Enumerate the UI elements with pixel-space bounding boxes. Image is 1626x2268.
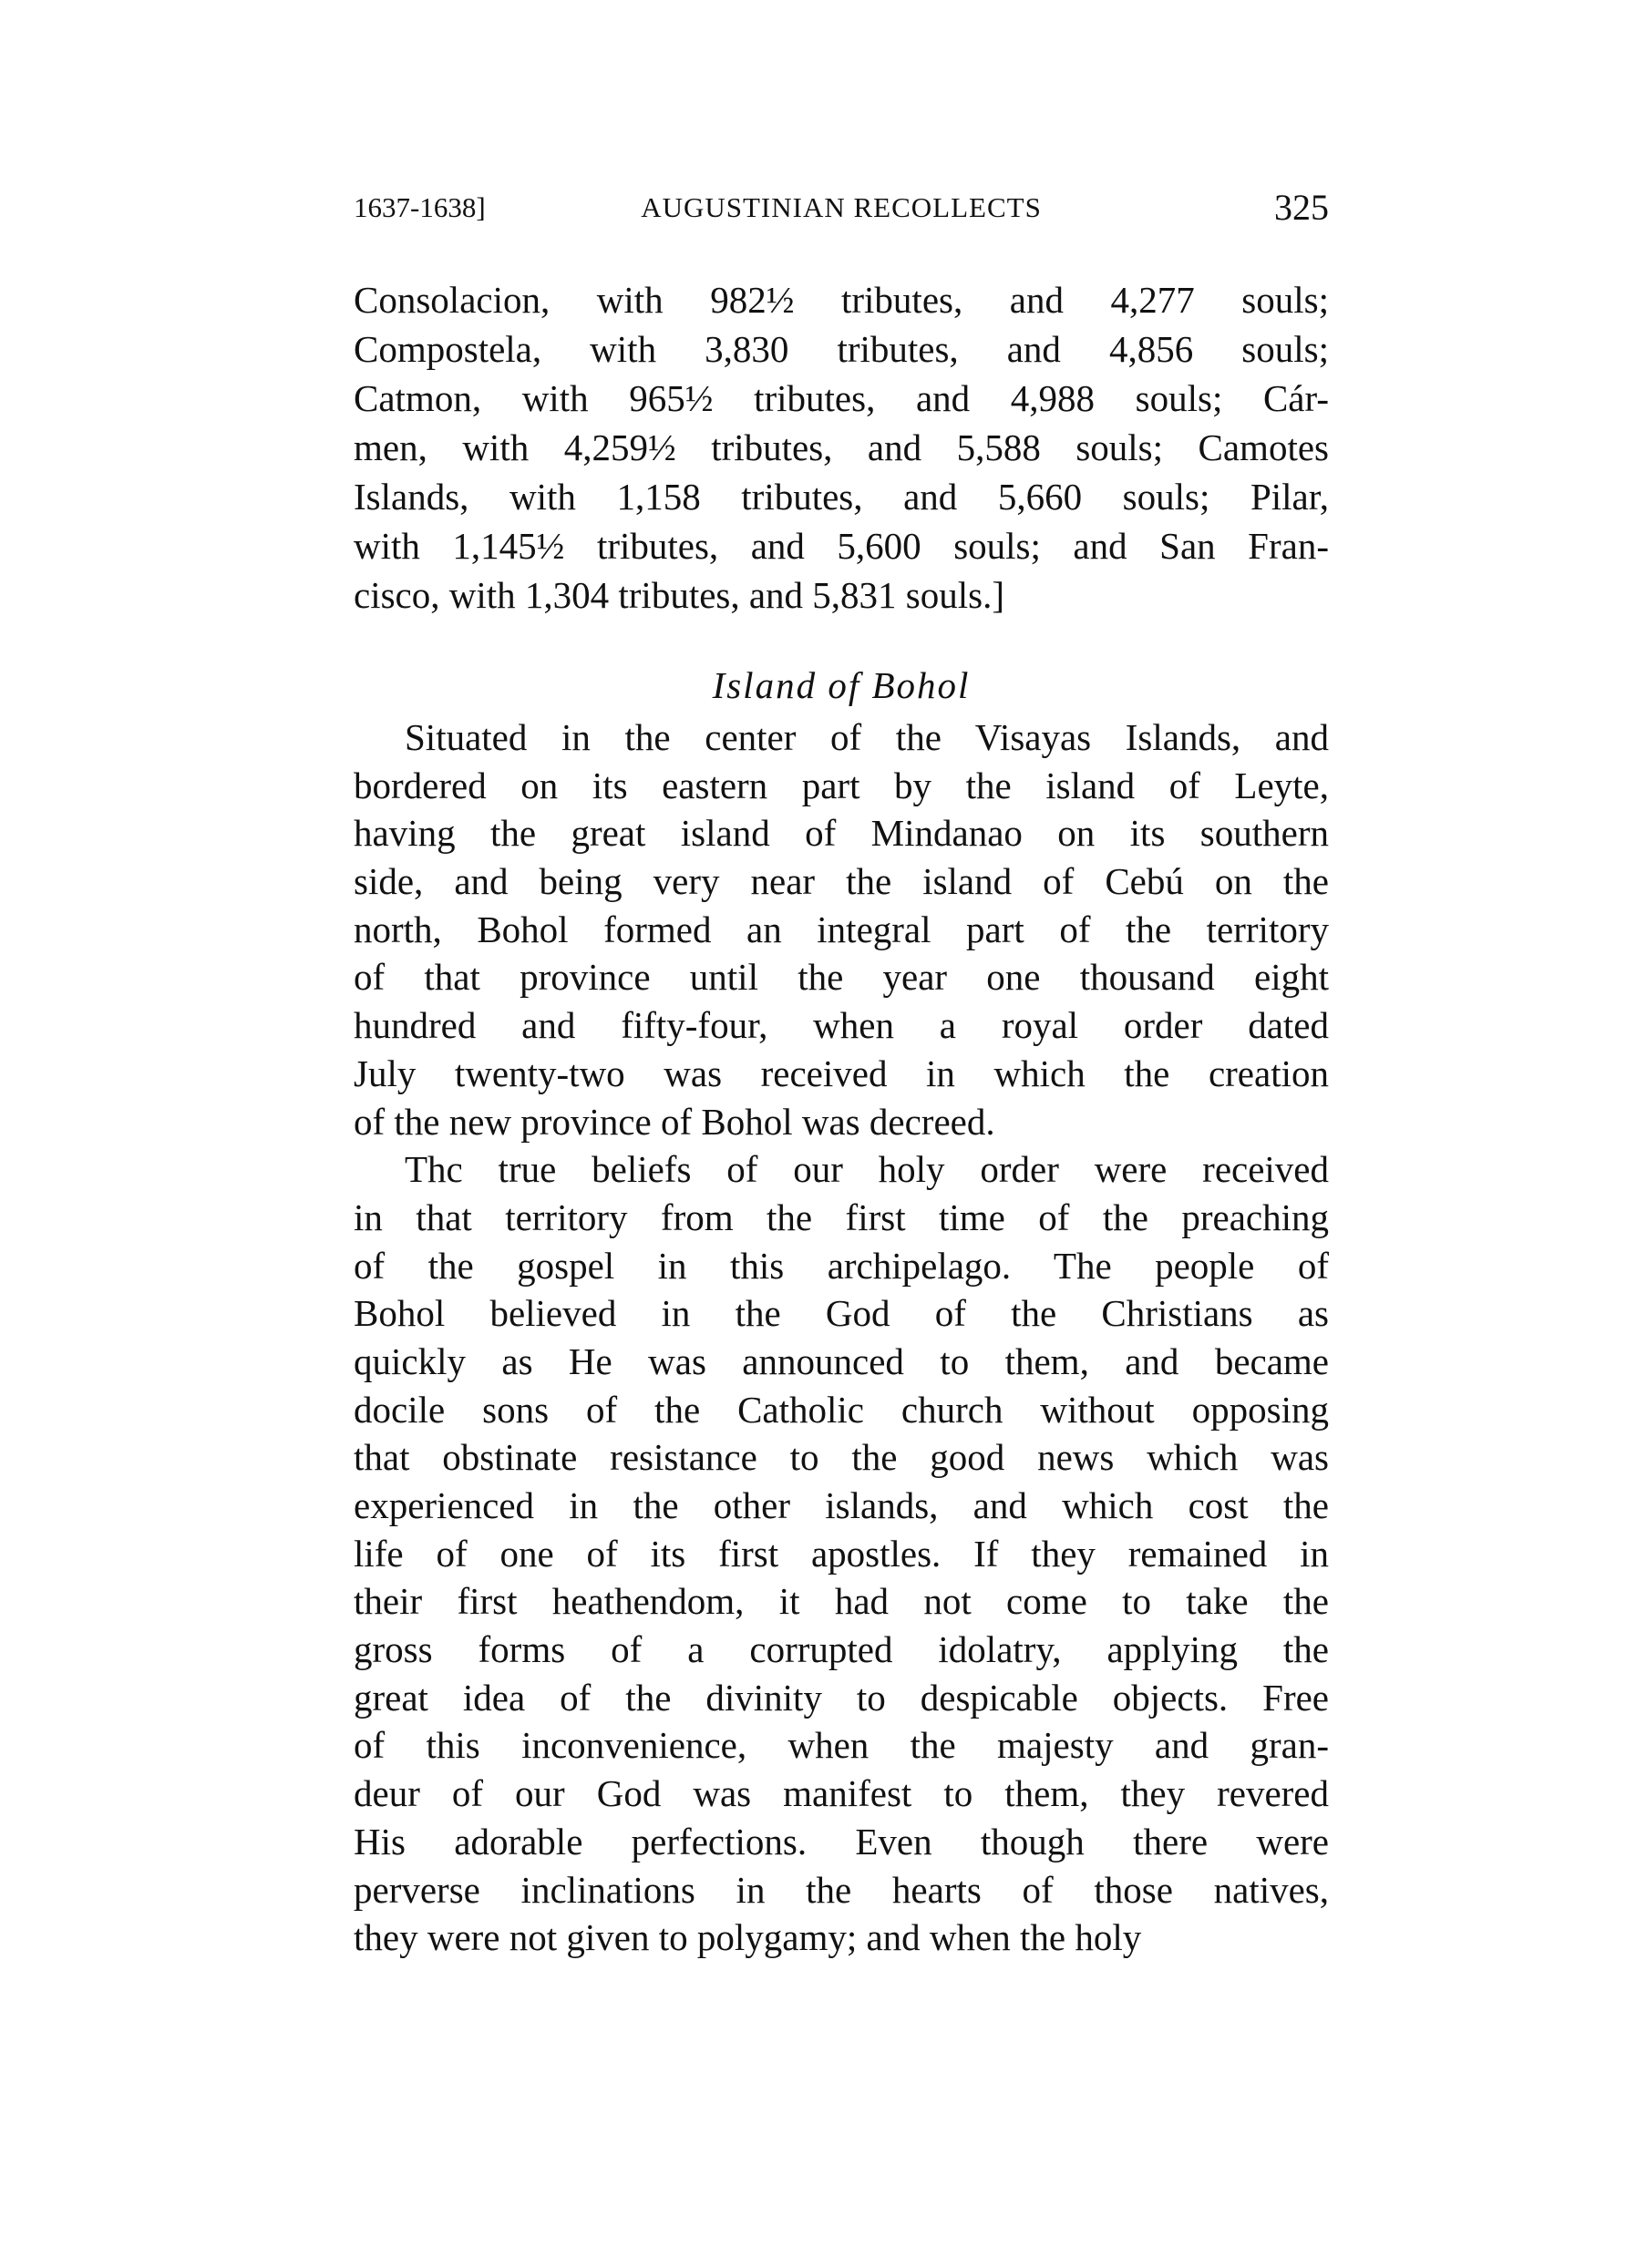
text-line: great idea of the divinity to despicable objects. Free bbox=[354, 1676, 1329, 1719]
text-line: Catmon, with 965½ tributes, and 4,988 souls; Cár- bbox=[354, 377, 1329, 419]
text-line: Situated in the center of the Visayas Islands, and bbox=[405, 716, 1329, 758]
text-line: of that province until the year one thousand eight bbox=[354, 956, 1329, 999]
text-line: bordered on its eastern part by the island of Leyte, bbox=[354, 764, 1329, 806]
text-line: north, Bohol formed an integral part of the territory bbox=[354, 908, 1329, 950]
text-line: experienced in the other islands, and which cost the bbox=[354, 1484, 1329, 1526]
text-line: Compostela, with 3,830 tributes, and 4,856 souls; bbox=[354, 328, 1329, 370]
text-line: of the gospel in this archipelago. The people of bbox=[354, 1244, 1329, 1287]
text-line: men, with 4,259½ tributes, and 5,588 souls; Camotes bbox=[354, 426, 1329, 468]
text-line: docile sons of the Catholic church without opposing bbox=[354, 1388, 1329, 1431]
text-line: His adorable perfections. Even though there were bbox=[354, 1820, 1329, 1863]
text-line: with 1,145½ tributes, and 5,600 souls; and San Fran- bbox=[354, 525, 1329, 567]
paragraph-1 bbox=[354, 713, 1329, 1145]
body-text bbox=[354, 713, 1329, 1962]
header-title: AUGUSTINIAN RECOLLECTS bbox=[641, 191, 1042, 223]
text-line: life of one of its first apostles. If they remained in bbox=[354, 1532, 1329, 1575]
continued-paragraph bbox=[354, 275, 1329, 620]
text-line: Consolacion, with 982½ tributes, and 4,277 souls; bbox=[354, 279, 1329, 321]
text-line: side, and being very near the island of Cebú on the bbox=[354, 860, 1329, 903]
text-line: they were not given to polygamy; and when the holy bbox=[354, 1916, 1142, 1959]
text-line: Islands, with 1,158 tributes, and 5,660 souls; Pilar, bbox=[354, 476, 1329, 518]
text-line: hundred and fifty-four, when a royal order dated bbox=[354, 1004, 1329, 1047]
text-line: of this inconvenience, when the majesty and gran- bbox=[354, 1724, 1329, 1767]
header-date-range: 1637-1638] bbox=[354, 191, 486, 223]
text-line: Thc true beliefs of our holy order were received bbox=[405, 1148, 1329, 1191]
section-heading: Island of Bohol bbox=[712, 664, 971, 706]
text-line: their first heathendom, it had not come to take the bbox=[354, 1580, 1329, 1623]
text-line: having the great island of Mindanao on its southern bbox=[354, 812, 1329, 855]
text-line: of the new province of Bohol was decreed. bbox=[354, 1100, 995, 1143]
text-line: July twenty-two was received in which the creation bbox=[354, 1052, 1329, 1094]
running-header bbox=[354, 187, 1329, 237]
text-line: in that territory from the first time of the preaching bbox=[354, 1196, 1329, 1238]
text-line: deur of our God was manifest to them, they revered bbox=[354, 1772, 1329, 1815]
text-line: cisco, with 1,304 tributes, and 5,831 souls.] bbox=[354, 574, 1005, 616]
text-line: perverse inclinations in the hearts of those natives, bbox=[354, 1868, 1329, 1911]
paragraph-2 bbox=[354, 1145, 1329, 1962]
text-line: gross forms of a corrupted idolatry, applying the bbox=[354, 1628, 1329, 1671]
text-line: Bohol believed in the God of the Christians as bbox=[354, 1292, 1329, 1335]
page-number: 325 bbox=[1274, 187, 1329, 228]
text-line: quickly as He was announced to them, and became bbox=[354, 1339, 1329, 1382]
text-line: that obstinate resistance to the good news which was bbox=[354, 1436, 1329, 1479]
